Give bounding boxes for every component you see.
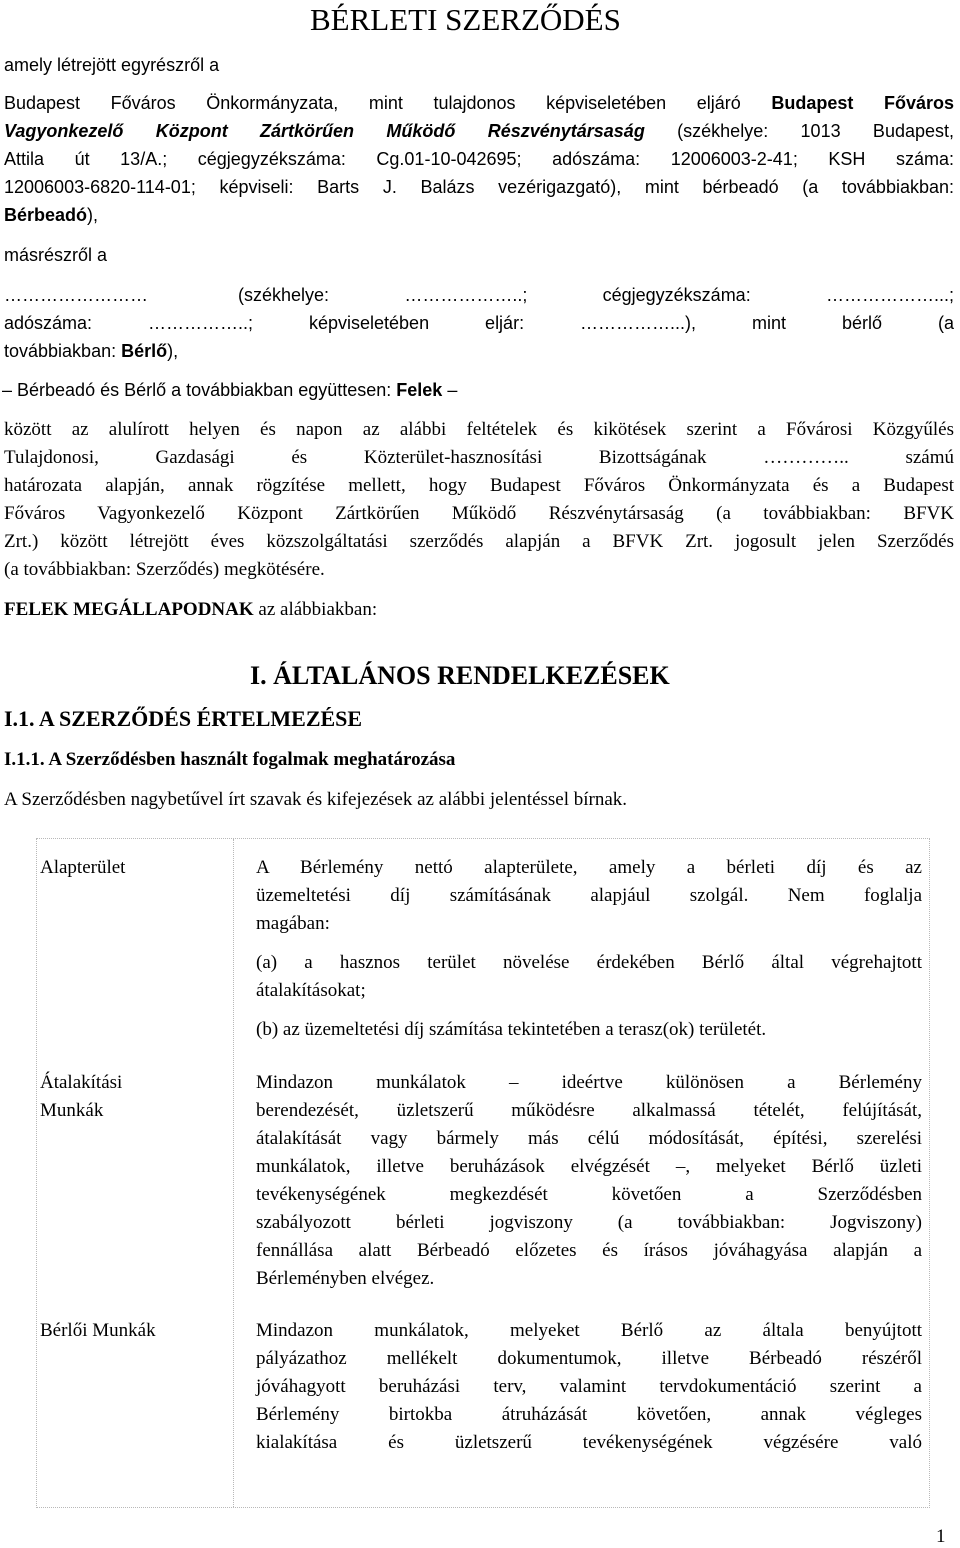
preamble-line-2: Tulajdonosi, Gazdasági és Közterület-hasznosítási Bizottságának ………….. számú (4, 447, 954, 468)
parties-line-text: – Bérbeadó és Bérlő a továbbiakban együttesen: (2, 380, 397, 400)
term-atalakitasi-l2: Munkák (40, 1100, 104, 1121)
party2-line-3-end: ), (167, 341, 179, 361)
subsection-heading: I.1. A SZERZŐDÉS ÉRTELMEZÉSE (4, 706, 363, 731)
section-heading: I. ÁLTALÁNOS RENDELKEZÉSEK (250, 661, 670, 690)
table-divider (233, 839, 234, 1507)
party1-line-4: 12006003-6820-114-01; képviseli: Barts J. Balázs vezérigazgató), mint bérbeadó (a továbbiakban: (4, 177, 954, 197)
party1-line-2 (4, 117, 954, 145)
party2-role-bold: Bérlő (121, 341, 168, 361)
party1-line-5-text: ), (87, 205, 99, 225)
page-number: 1 (936, 1526, 946, 1547)
definitions-table (36, 838, 930, 1508)
party1-line-1 (4, 89, 954, 117)
parties-line (2, 376, 457, 404)
def-berloi-l1: Mindazon munkálatok, melyeket Bérlő az általa benyújtott (256, 1320, 922, 1341)
definitions-intro: A Szerződésben nagybetűvel írt szavak és kifejezések az alábbi jelentéssel bírnak. (4, 789, 628, 810)
agreement-bold: FELEK MEGÁLLAPODNAK (4, 599, 254, 620)
def-atalakitasi-l1: Mindazon munkálatok – ideértve különösen a Bérlemény (256, 1072, 922, 1093)
agreement-line (4, 596, 377, 624)
party1-line-2-text: (székhelye: 1013 Budapest, (644, 121, 954, 141)
term-alapterulet: Alapterület (40, 857, 126, 878)
def-berloi-l4: Bérlemény birtokba átruházását követően, annak végleges (256, 1404, 922, 1425)
def-atalakitasi-l5: tevékenységének megkezdését követően a Szerződésben (256, 1184, 922, 1205)
party1-line-3: Attila út 13/A.; cégjegyzékszáma: Cg.01-10-042695; adószáma: 12006003-2-41; KSH száma: (4, 149, 954, 169)
def-berloi-l2: pályázathoz mellékelt dokumentumok, illetve Bérbeadó részéről (256, 1348, 922, 1369)
party1-company-name: Vagyonkezelő Központ Zártkörűen Működő Részvénytársaság (4, 121, 645, 141)
def-alapterulet-p3: (b) az üzemeltetési díj számítása tekintetében a terasz(ok) területét. (256, 1019, 767, 1040)
party2-line-1: (székhelye: ………………..; cégjegyzékszáma: ………………...; (238, 285, 954, 305)
subsubsection-heading: I.1.1. A Szerződésben használt fogalmak meghatározása (4, 749, 456, 770)
party1-line-5 (4, 201, 98, 229)
def-alapterulet-p2-l1: (a) a hasznos terület növelése érdekében Bérlő által végrehajtott (256, 952, 922, 973)
term-berloi-munkak: Bérlői Munkák (40, 1320, 156, 1341)
def-atalakitasi-l7: fennállása alatt Bérbeadó előzetes és írásos jóváhagyása alapján a (256, 1240, 922, 1261)
preamble-line-5: Zrt.) között létrejött éves közszolgáltatási szerződés alapján a BFVK Zrt. jogosult jelen Szerződés (4, 531, 954, 552)
party2-line-3-text: továbbiakban: (4, 341, 122, 361)
def-alapterulet-p2-l2: átalakításokat; (256, 980, 366, 1001)
document-title: BÉRLETI SZERZŐDÉS (310, 2, 621, 37)
party2-dots: …………………… (4, 285, 148, 305)
party1-line-1-bold: Budapest Főváros (771, 93, 954, 113)
party2-line-2: adószáma: ……………..; képviseletében eljár: ……………...), mint bérlő (a (4, 313, 954, 333)
term-atalakitasi-l1: Átalakítási (40, 1072, 123, 1093)
parties-line-end: – (442, 380, 458, 400)
def-alapterulet-p1-l1: A Bérlemény nettó alapterülete, amely a bérleti díj és az (256, 857, 922, 878)
def-berloi-l5: kialakítása és üzletszerű tevékenységének végzésére való (256, 1432, 922, 1453)
intro-text: amely létrejött egyrészről a (4, 55, 220, 75)
preamble-line-6: (a továbbiakban: Szerződés) megkötésére. (4, 559, 325, 580)
def-atalakitasi-l3: átalakítását vagy bármely más célú módosítását, építési, szerelési (256, 1128, 922, 1149)
party1-line-1-text: Budapest Főváros Önkormányzata, mint tulajdonos képviseletében eljáró (4, 93, 772, 113)
def-atalakitasi-l2: berendezését, üzletszerű működésre alkalmassá tételét, felújítását, (256, 1100, 922, 1121)
parties-line-bold: Felek (396, 380, 443, 400)
def-atalakitasi-l6: szabályozott bérleti jogviszony (a továbbiakban: Jogviszony) (256, 1212, 922, 1233)
other-side-text: másrészről a (4, 245, 108, 265)
def-alapterulet-p1-l3: magában: (256, 913, 330, 934)
preamble-line-1: között az alulírott helyen és napon az alábbi feltételek és kikötések szerint a Fővárosi Közgyűlés (4, 419, 954, 440)
agreement-text: az alábbiakban: (253, 599, 378, 620)
party2-line-3 (4, 337, 178, 365)
party1-role-bold: Bérbeadó (4, 205, 88, 225)
def-alapterulet-p1-l2: üzemeltetési díj számításának alapjául szolgál. Nem foglalja (256, 885, 922, 906)
preamble-line-3: határozata alapján, annak rögzítése mellett, hogy Budapest Főváros Önkormányzata és a Budapest (4, 475, 954, 496)
def-berloi-l3: jóváhagyott beruházási terv, valamint tervdokumentáció szerint a (256, 1376, 922, 1397)
def-atalakitasi-l8: Bérleményben elvégez. (256, 1268, 435, 1289)
preamble-line-4: Főváros Vagyonkezelő Központ Zártkörűen Működő Részvénytársaság (a továbbiakban: BFVK (4, 503, 954, 524)
def-atalakitasi-l4: munkálatok, illetve beruházások elvégzését –, melyeket Bérlő üzleti (256, 1156, 922, 1177)
